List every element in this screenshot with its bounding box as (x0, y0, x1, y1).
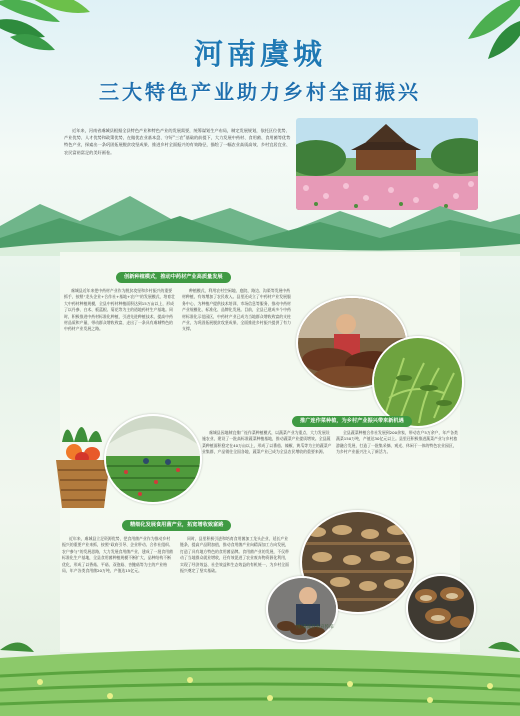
mountains-decoration (0, 186, 520, 256)
vegetable-greenhouse-photo (104, 414, 202, 504)
section-herbs-text-2: 种植模式，利用农村空闲地、庭院、路边、沟渠等发展中药材种植，有效增加了农民收入。县里还成立了中药材产业发展服务中心，为种植户提供技术培训、市场信息等服务，推动中药材产业规模化、标准化、品牌化发展。目前，全县已建成多个中药材标准化示范园区，中药材产业已成为当地群众增收致富的支柱产业，为巩固拓展脱贫攻坚成果、全面推进乡村振兴提供了有力支撑。 (182, 288, 291, 332)
section-heading-mushrooms: 精细化发展食用菌产业，拓宽增收致富路 (122, 520, 231, 531)
page-subtitle: 三大特色产业助力乡村全面振兴 (99, 80, 421, 104)
section-herbs-text-1: 虞城县近年来把中药材产业作为脱贫攻坚和乡村振兴的重要抓手，按照“龙头企业+合作社+基地+农户”的发展模式，培育壮大中药材种植规模，全县中药材种植面积达到15万亩以上，形成了以丹参、白术、板蓝根、菊花等为主的道地药材生产基地。同时，积极推进中药材标准化种植，引进先进种植技术，提高中药材品质和产量，带动群众增收致富，走出了一条具有虞城特色的中药材产业发展之路。 (64, 288, 176, 332)
section-vegetables-text-2: 全县蔬菜种植合作社发展到200余家，带动农户5万余户，年产各类蔬菜150万吨，产值达30亿元以上。县里还积极推进蔬菜产业与乡村旅游融合发展，打造了一批集采摘、观光、休闲于一体的特色农业园区，为乡村产业振兴注入了新活力。 (336, 430, 458, 455)
mushroom-closeup-photo (406, 574, 476, 642)
section-mushrooms-text-1: 近年来，虞城县立足资源优势，把食用菌产业作为推动乡村振兴的重要产业来抓，按照“政府引导、企业带动、合作社组织、农户参与”的发展思路，大力发展食用菌产业，建成了一批食用菌标准化生产基地，全县食用菌种植规模不断扩大，品种结构不断优化，形成了以香菇、平菇、双孢菇、杏鲍菇等为主的产业格局，年产各类食用菌20万吨，产值达15亿元。 (62, 536, 173, 574)
intro-paragraph: 近年来，河南省虞城县根据全县特色产业和特色产业的发展需要，统筹谋划生产布局，制定发展规划，依托区位优势、产业优势、人才优势和政策优势，在做优农业基本盘、守好“三农”基础的前提下，大力发展中药材、食用菌、食用菌等优势特色产业，探索出一条巩固拓展脱贫攻坚成果、推进乡村全面振兴的有效路径，描绘了一幅农业高质高效、乡村宜居宜业、农民富裕富足的美好画卷。 (64, 128, 291, 155)
photo-credit: 图/虞城县委宣传部 (296, 625, 334, 630)
section-mushrooms-text-2: 同时，县里积极引进和培育食用菌加工龙头企业，延长产业链条，提高产品附加值，推动食用菌产业向精深加工方向发展，打造了具有地方特色的食用菌品牌。食用菌产业的发展，不仅带动了当地群众就业增收，还有效促进了农业废弃物资源化利用，实现了经济效益、社会效益和生态效益的有机统一，为乡村全面振兴奠定了坚实基础。 (180, 536, 289, 574)
fields-decoration (0, 640, 520, 716)
section-heading-herbs: 创新种植模式，推动中药材产业高质量发展 (116, 272, 231, 283)
mushroom-harvest-photo (266, 576, 338, 642)
herb-seedlings-photo (372, 336, 464, 428)
section-heading-vegetables: 推广连作菜种植，为乡村产业振兴带来新机遇 (292, 416, 412, 427)
page-title: 河南虞城 (193, 37, 326, 71)
section-vegetables-text-1: 虞城县因地制宜推广连作菜种植模式，以蔬菜产业为重点，大力发展设施农业，建设了一批高标准蔬菜种植基地，推动蔬菜产业提质增效。全县蔬菜种植面积稳定在40万亩以上，形成了以番茄、辣椒、黄瓜等为主的蔬菜产业集群，产品销往全国各地，蔬菜产业已成为全县农民增收的重要来源。 (202, 430, 332, 455)
